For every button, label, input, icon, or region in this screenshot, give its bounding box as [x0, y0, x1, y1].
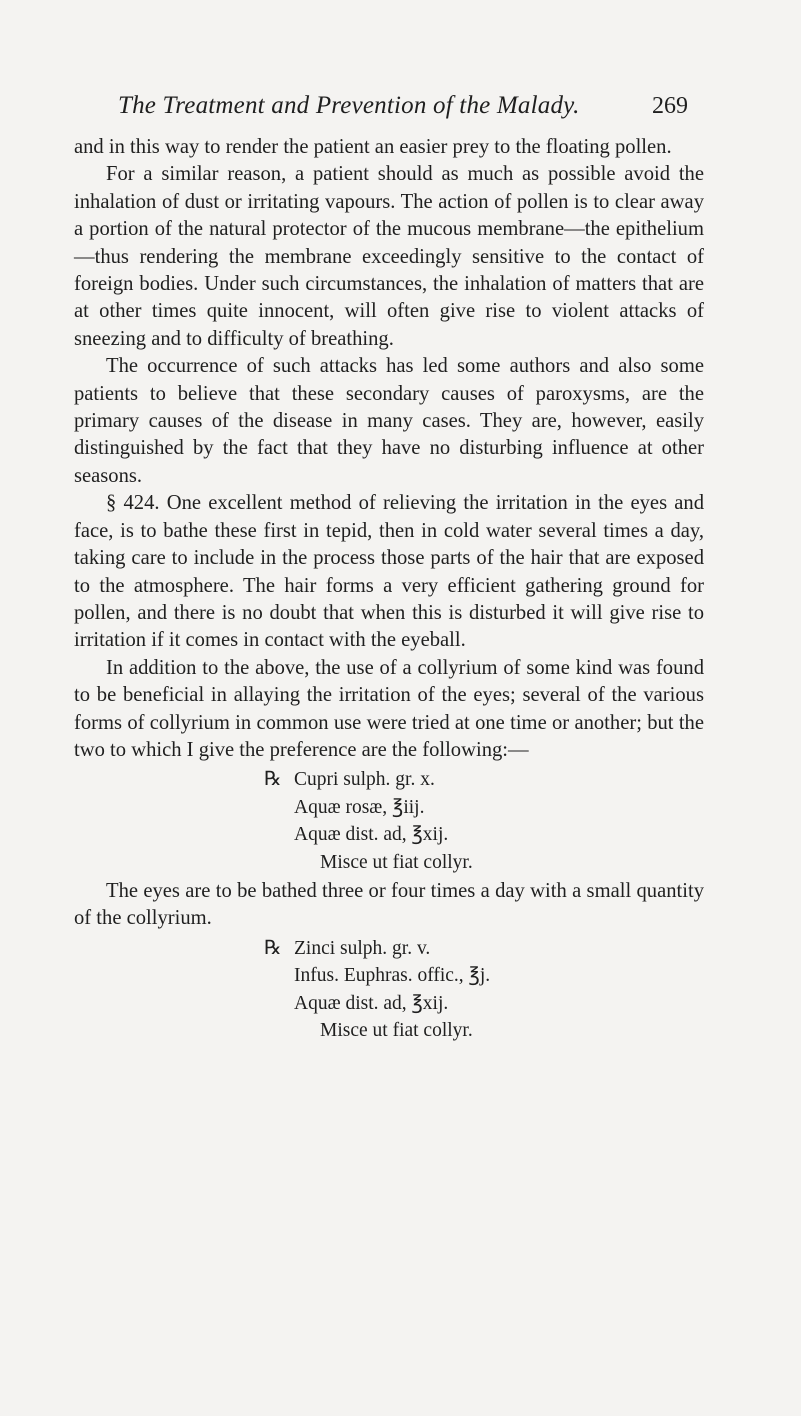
prescription-line: Infus. Euphras. offic., ℥j. — [294, 965, 491, 987]
paragraph-dust-vapours: For a similar reason, a patient should as much as possible avoid the inhalation of dust or irritating vapours. The action of pollen is to clear away a portion of the natural protector of the mucous membrane—the epithelium—thus rendering the membrane exceedingly sensitive to the contact of foreign bodies. Under such circumstances, the inhalation of matters that are at other times quite innocent, will often give rise to violent attacks of sneezing and to difficulty of breathing. — [74, 163, 704, 350]
running-header — [118, 92, 688, 120]
prescription-misce: Misce ut fiat collyr. — [320, 851, 473, 873]
running-title: The Treatment and Prevention of the Malady. — [118, 92, 580, 119]
prescription-zinci — [74, 935, 704, 1045]
paragraph-secondary-causes: The occurrence of such attacks has led some authors and also some patients to believe that these secondary causes of paroxysms, are the primary causes of the disease in many cases. They are, however, easily distinguished by the fact that they have no disturbing influence at other seasons. — [74, 355, 704, 487]
prescription-line: Aquæ dist. ad, ℥xij. — [294, 992, 449, 1014]
prescription-misce: Misce ut fiat collyr. — [320, 1020, 473, 1041]
prescription-line: Aquæ dist. ad, ℥xij. — [294, 824, 449, 846]
page-number: 269 — [652, 93, 688, 119]
prescription-line: Aquæ rosæ, ℥iij. — [294, 796, 425, 818]
recipe-symbol-icon: ℞ — [264, 937, 282, 959]
prescription-line: Zinci sulph. gr. v. — [294, 937, 431, 959]
prescription-line: Cupri sulph. gr. x. — [294, 769, 435, 791]
body-text — [74, 134, 704, 1044]
recipe-symbol-icon: ℞ — [264, 769, 282, 791]
paragraph-continuation: and in this way to render the patient an easier prey to the floating pollen. — [74, 136, 672, 158]
prescription-cupri — [74, 766, 704, 876]
paragraph-bathing: The eyes are to be bathed three or four times a day with a small quantity of the collyrium. — [74, 879, 704, 930]
paragraph-collyrium: In addition to the above, the use of a collyrium of some kind was found to be beneficial in allaying the irritation of the eyes; several of the various forms of collyrium in common use were tried at one time or another; but the two to which I give the preference are the following:— — [74, 656, 704, 761]
paragraph-section-424: § 424. One excellent method of relieving the irritation in the eyes and face, is to bathe these first in tepid, then in cold water several times a day, taking care to include in the process those parts of the hair that are exposed to the atmosphere. The hair forms a very efficient gathering ground for pollen, and there is no doubt that when this is disturbed it will give rise to irritation if it comes in contact with the eyeball. — [74, 492, 704, 652]
